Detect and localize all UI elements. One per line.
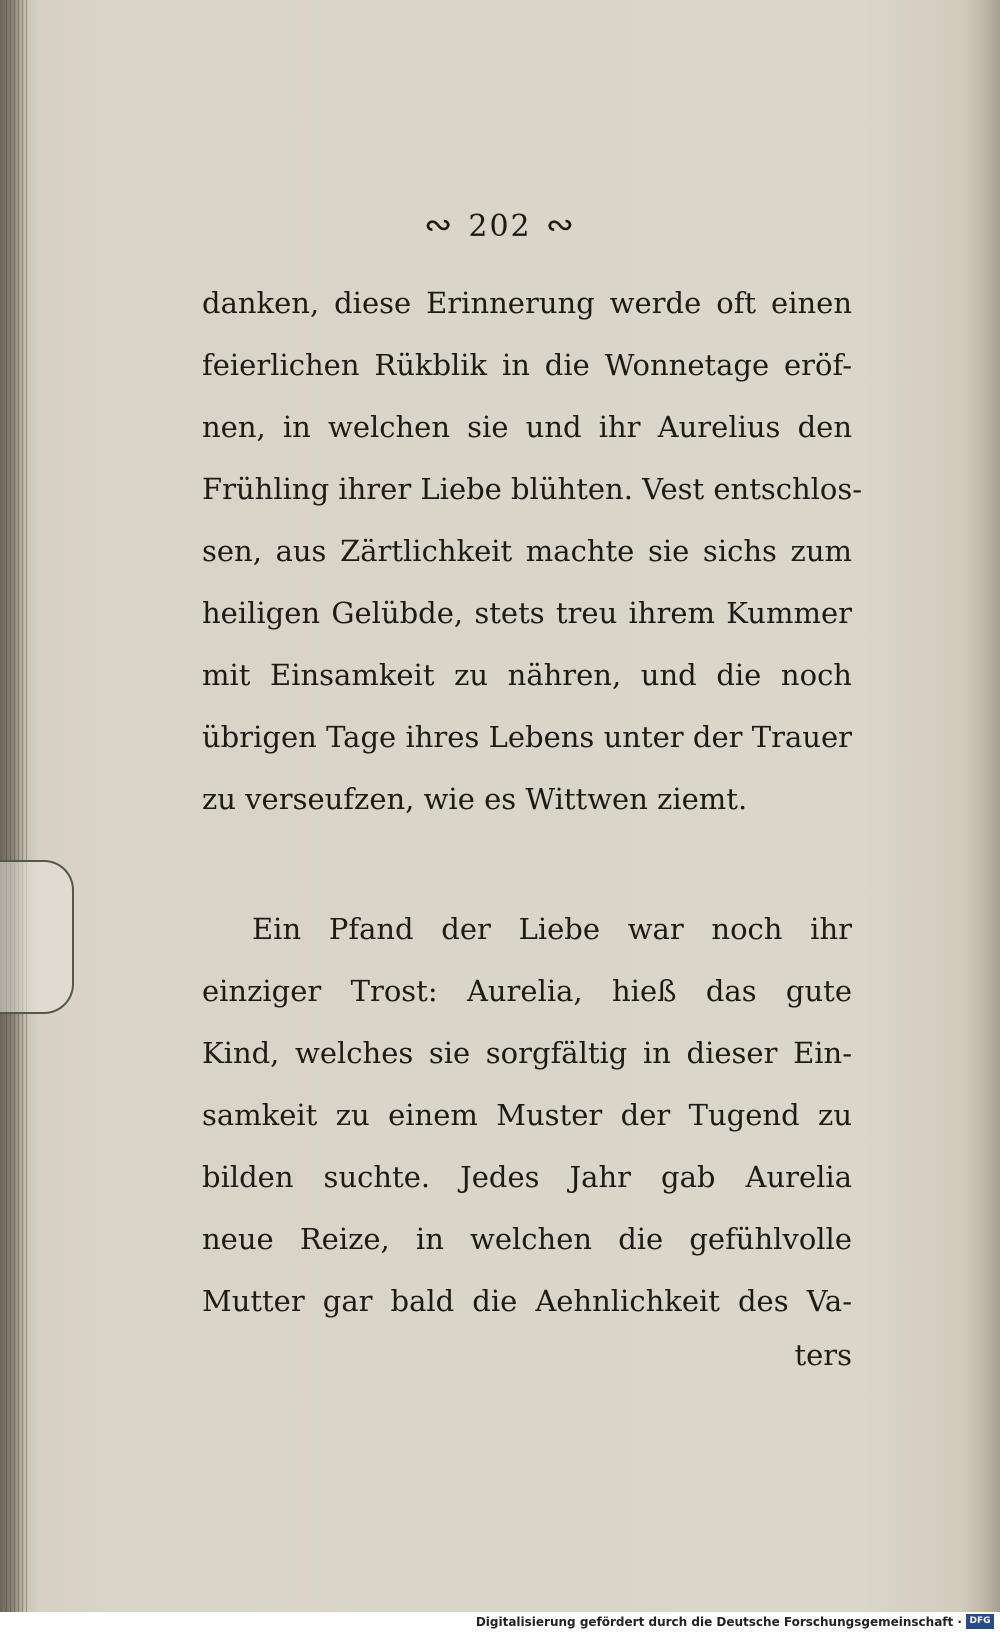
text-line: mit Einsamkeit zu nähren, und die noch — [202, 658, 852, 692]
text-line: Frühling ihrer Liebe blühten. Vest entschlos- — [202, 472, 863, 506]
text-line: bilden suchte. Jedes Jahr gab Aurelia — [202, 1160, 852, 1194]
ornament-left-icon: ∾ — [423, 205, 455, 245]
dfg-logo-icon: DFG — [966, 1614, 994, 1629]
text-line: danken, diese Erinnerung werde oft einen — [202, 286, 852, 320]
page-header — [0, 205, 1000, 245]
text-line: samkeit zu einem Muster der Tugend zu — [202, 1098, 852, 1132]
page-number: 202 — [468, 209, 532, 244]
text-line: Kind, welches sie sorgfältig in dieser Ein- — [202, 1036, 852, 1070]
ornament-right-icon: ∾ — [545, 205, 577, 245]
text-line: übrigen Tage ihres Lebens unter der Trauer — [202, 720, 852, 754]
text-line: Ein Pfand der Liebe war noch ihr — [252, 912, 852, 946]
catchword: ters — [794, 1338, 852, 1372]
text-line: heiligen Gelübde, stets treu ihrem Kummer — [202, 596, 852, 630]
text-line: nen, in welchen sie und ihr Aurelius den — [202, 410, 852, 444]
text-line: Mutter gar bald die Aehnlichkeit des Va- — [202, 1284, 852, 1318]
text-line: einziger Trost: Aurelia, hieß das gute — [202, 974, 852, 1008]
paragraph-2 — [202, 898, 852, 1332]
text-line: neue Reize, in welchen die gefühlvolle — [202, 1222, 852, 1256]
text-line: zu verseufzen, wie es Wittwen ziemt. — [202, 782, 748, 816]
footer-credit: Digitalisierung gefördert durch die Deutsche Forschungsgemeinschaft · — [475, 1615, 962, 1629]
bookmark-clip — [0, 860, 74, 1014]
text-line: sen, aus Zärtlichkeit machte sie sichs zum — [202, 534, 852, 568]
text-line: feierlichen Rükblik in die Wonnetage eröf- — [202, 348, 852, 382]
paragraph-1 — [202, 272, 863, 830]
